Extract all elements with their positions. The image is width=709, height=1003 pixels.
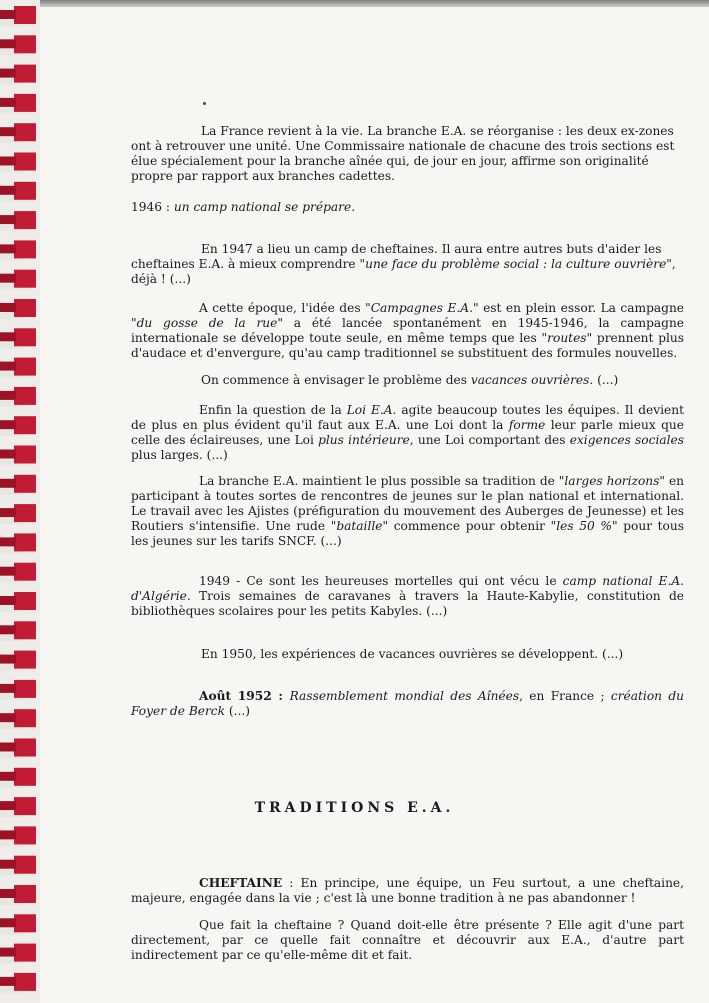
text-segment: ",: [666, 257, 676, 271]
emphasis: du gosse de la rue: [136, 316, 278, 330]
text-segment: , en France ;: [519, 689, 611, 703]
text-segment: " en participant à toutes sortes de rencontres de jeunes sur le plan national et international. Le travail avec les Ajistes (préfiguration du mouvement des Auberges de Jeunesse) et les Routiers s'intensifie. Une rude ": [131, 474, 685, 533]
paragraph-1947-line-2: [131, 257, 684, 272]
paragraph-1-line-4: propre par rapport aux branches cadettes.: [131, 169, 395, 183]
paragraph-1947-line-1: En 1947 a lieu un camp de cheftaines. Il aura entre autres buts d'aider les: [201, 242, 662, 256]
paragraph-1946: [131, 200, 355, 215]
paragraph-1947-line-3: déjà ! (...): [131, 272, 191, 286]
emphasis: camp national E.A. d'Algérie: [131, 574, 685, 603]
text-segment: : En principe, une équipe, un Feu surtout, a une cheftaine, majeure, engagée dans la vie ; c'est là une bonne tradition à ne pas abandonner !: [131, 876, 684, 905]
paragraph-campagnes: [131, 301, 684, 361]
emphasis: forme: [508, 418, 546, 432]
emphasis: Loi E.A.: [346, 403, 397, 417]
text-segment: La branche E.A. maintient le plus possible sa tradition de ": [199, 474, 565, 488]
text-segment: . Trois semaines de caravanes à travers la Haute-Kabylie, constitution de bibliothèques scolaires pour les petits Kabyles. (...): [131, 589, 684, 618]
text-segment: . (...): [589, 373, 619, 387]
emphasis: Campagnes E.A.: [370, 301, 473, 315]
text-segment: cheftaines E.A. à mieux comprendre ": [131, 257, 366, 271]
paragraph-horizons: [131, 474, 684, 549]
text-segment: On commence à envisager le problème des: [201, 373, 471, 387]
emphasis: routes: [547, 331, 587, 345]
text-segment: plus larges. (...): [131, 448, 228, 462]
emphasis: Rassemblement mondial des Aînées: [289, 689, 520, 703]
text-segment: , une Loi comportant des: [409, 433, 570, 447]
text-segment: A cette époque, l'idée des ": [199, 301, 371, 315]
paragraph-1-line-3: élue spécialement pour la branche aînée qui, de jour en jour, affirme son originalité: [131, 154, 649, 168]
paragraph-1-line-1: La France revient à la vie. La branche E.A. se réorganise : les deux ex-zones: [201, 124, 674, 138]
emphasis: les 50 %: [556, 519, 612, 533]
paragraph-1952: [131, 689, 684, 719]
paragraph-vacances: [201, 373, 618, 388]
emphasis: une face du problème social : la culture ouvrière: [365, 257, 667, 271]
text-segment: " commence pour obtenir ": [382, 519, 557, 533]
bold-term: CHEFTAINE: [199, 876, 283, 890]
text-segment: leur parle mieux que celle des éclaireuses, une Loi: [131, 418, 684, 447]
emphasis: vacances ouvrières: [470, 373, 590, 387]
text-segment: " prennent plus d'audace et d'envergure, qu'au camp traditionnel se substituent des formules nouvelles.: [131, 331, 684, 360]
paragraph-cheftaine: [131, 876, 684, 906]
emphasis: exigences sociales: [569, 433, 684, 447]
camp-national-text: un camp national se prépare.: [173, 200, 356, 214]
emphasis: bataille: [336, 519, 383, 533]
text-segment: (...): [225, 704, 251, 718]
stray-mark: [203, 102, 206, 105]
bold-date: Août 1952 :: [199, 689, 290, 703]
emphasis: création du Foyer de Berck: [131, 689, 684, 718]
paragraph-1950: En 1950, les expériences de vacances ouvrières se développent. (...): [201, 647, 624, 661]
text-segment: Enfin la question de la: [199, 403, 347, 417]
section-title: TRADITIONS E.A.: [254, 800, 455, 816]
paragraph-1949: [131, 574, 684, 619]
text-segment: " a été lancée spontanément en 1945-1946, la campagne internationale se développe toute seule, en même temps que les ": [131, 316, 685, 345]
text-segment: " pour tous les jeunes sur les tarifs SNCF. (...): [131, 519, 684, 548]
paragraph-que-fait: Que fait la cheftaine ? Quand doit-elle être présente ? Elle agit d'une part directement, par ce quelle fait connaître et découvrir aux E.A., d'autre part indirectement par ce qu'elle-même dit et fait.: [131, 918, 684, 962]
text-segment: " est en plein essor. La campagne ": [131, 301, 685, 330]
text-segment: 1949 - Ce sont les heureuses mortelles qui ont vécu le: [199, 574, 563, 588]
year-1946: 1946 :: [131, 200, 174, 214]
paragraph-loi: [131, 403, 684, 463]
paragraph-1-line-2: ont à retrouver une unité. Une Commissaire nationale de chacune des trois sections est: [131, 139, 675, 153]
emphasis: plus intérieure: [318, 433, 410, 447]
emphasis: larges horizons: [564, 474, 660, 488]
text-segment: agite beaucoup toutes les équipes. Il devient de plus en plus évident qu'il faut aux E.A. une Loi dont la: [131, 403, 684, 432]
